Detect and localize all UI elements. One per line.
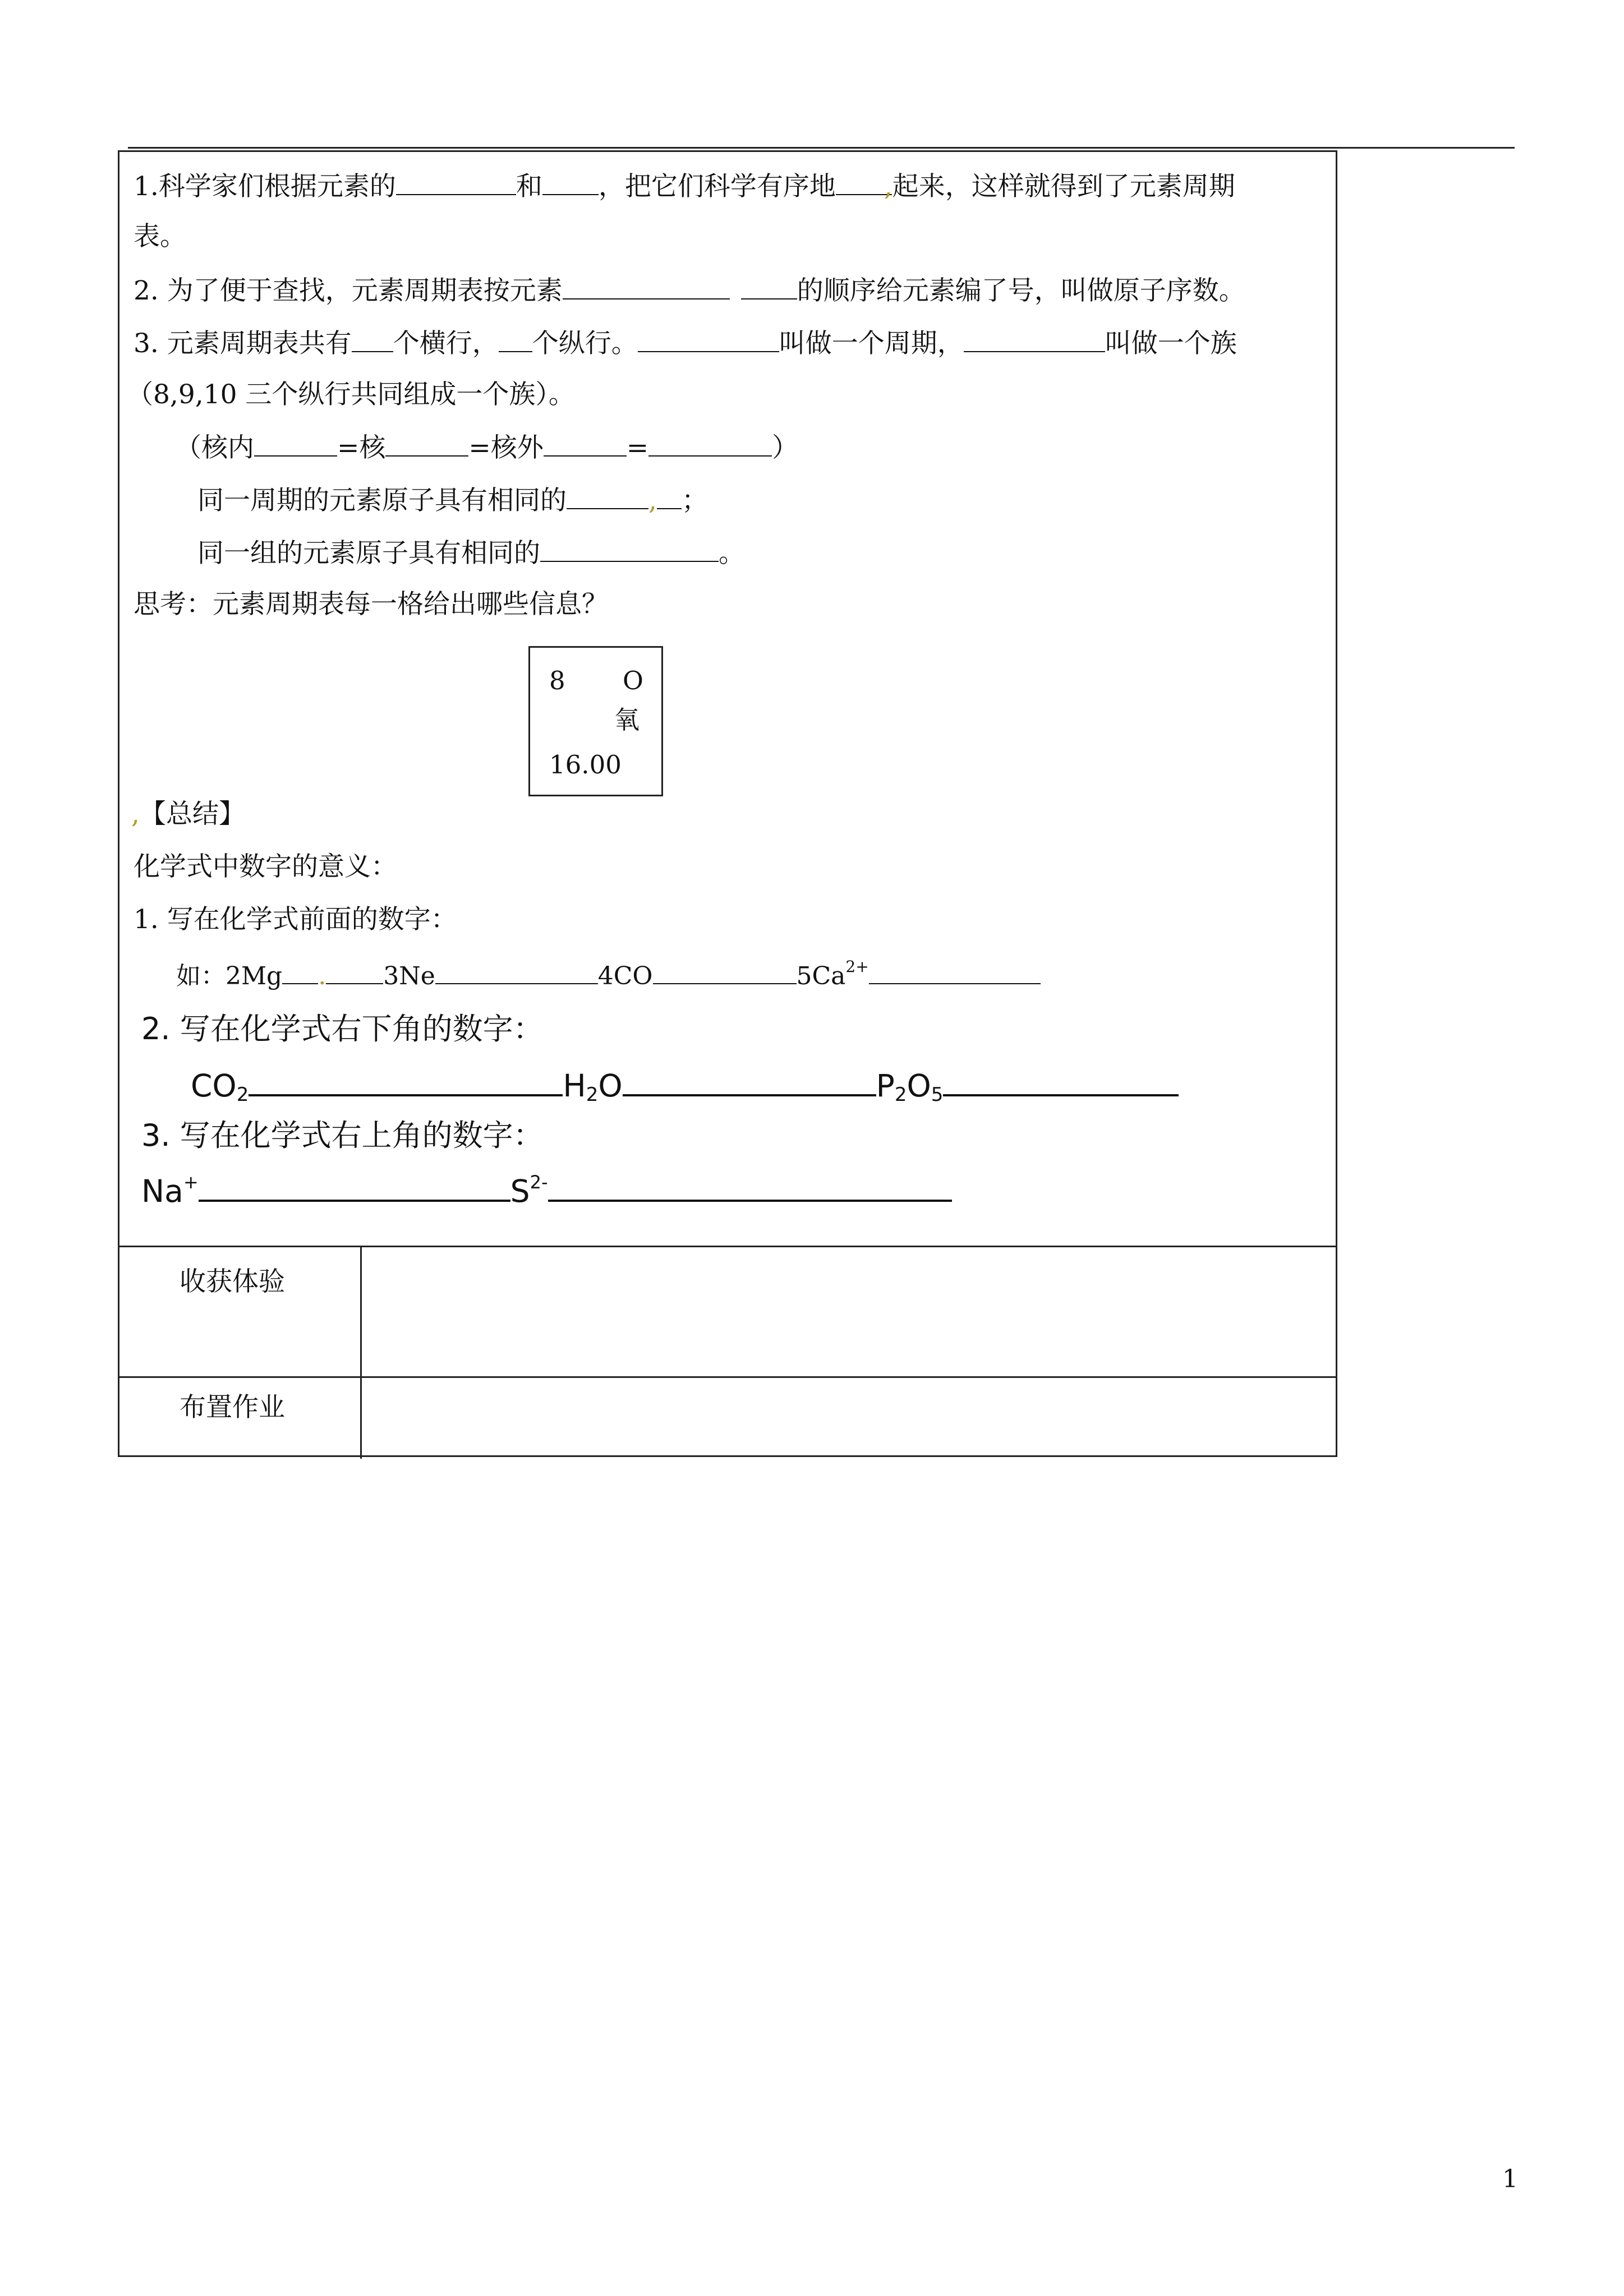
row-label-reflection: 收获体验 <box>180 1266 285 1297</box>
question-3-line-2: （8,9,10 三个纵行共同组成一个族）。 <box>127 379 575 410</box>
superscript-formulas: Na+ $S^{2-}$ <box>141 1173 952 1207</box>
blank[interactable] <box>396 172 516 195</box>
blank[interactable] <box>282 961 318 984</box>
meaning-title: 化学式中数字的意义： <box>134 851 397 882</box>
summary-heading: ,【总结】 <box>131 799 245 829</box>
subscript-title: 2. 写在化学式右下角的数字： <box>141 1011 544 1046</box>
atomic-mass: 16.00 <box>549 750 622 780</box>
blank[interactable] <box>657 486 682 509</box>
element-name: 氧 <box>614 705 640 735</box>
blank[interactable] <box>385 433 468 457</box>
blank[interactable] <box>326 961 383 984</box>
blank[interactable] <box>544 433 627 457</box>
blank[interactable] <box>540 538 719 562</box>
row-label-homework: 布置作业 <box>180 1392 285 1423</box>
reflection-cell[interactable] <box>360 1246 1335 1372</box>
blank[interactable] <box>567 486 648 509</box>
question-1-line-2: 表。 <box>134 221 186 252</box>
blank[interactable] <box>836 172 892 195</box>
blank[interactable] <box>548 1174 952 1202</box>
blank[interactable] <box>542 172 599 195</box>
header-rule <box>128 147 1515 149</box>
group-line: 同一组的元素原子具有相同的 。 <box>197 538 745 569</box>
superscript-title: 3. 写在化学式右上角的数字： <box>141 1118 544 1153</box>
blank[interactable] <box>499 329 532 352</box>
blank[interactable] <box>199 1174 510 1202</box>
blank[interactable] <box>563 276 730 299</box>
front-number-title: 1. 写在化学式前面的数字： <box>134 904 457 935</box>
homework-cell[interactable] <box>360 1376 1335 1455</box>
blank[interactable] <box>623 1068 876 1096</box>
atomic-number-equation: （核内 =核 =核外 = ） <box>175 432 799 463</box>
blank[interactable] <box>249 1068 563 1096</box>
element-cell <box>528 646 663 796</box>
blank[interactable] <box>741 276 797 299</box>
question-1-line-1: 1.科学家们根据元素的 和 ，把它们科学有序地 ,起来，这样就得到了元素周期 <box>134 171 1235 202</box>
blank[interactable] <box>648 433 772 457</box>
period-line: 同一周期的元素原子具有相同的 , ； <box>197 485 708 516</box>
blank[interactable] <box>435 961 598 984</box>
question-2: 2. 为了便于查找，元素周期表按元素 的顺序给元素编了号，叫做原子序数。 <box>134 275 1245 306</box>
blank[interactable] <box>869 961 1041 984</box>
page-number: 1 <box>1502 2165 1518 2193</box>
blank[interactable] <box>352 329 393 352</box>
blank[interactable] <box>943 1068 1179 1096</box>
element-symbol: O <box>623 666 643 695</box>
subscript-formulas: $CO_2$ $H_2O$ $P_2O_5$ <box>191 1068 1179 1104</box>
blank[interactable] <box>964 329 1105 352</box>
atomic-number: 8 <box>549 666 565 695</box>
blank[interactable] <box>653 961 797 984</box>
blank[interactable] <box>254 433 337 457</box>
think-question: 思考：元素周期表每一格给出哪些信息？ <box>134 589 608 620</box>
question-3-line-1: 3. 元素周期表共有 个横行， 个纵行。 叫做一个周期， 叫做一个族 <box>134 328 1237 359</box>
blank[interactable] <box>638 329 779 352</box>
front-number-examples: 如：2Mg . 3Ne 4CO $5Ca^{2+}$ <box>176 959 1041 989</box>
